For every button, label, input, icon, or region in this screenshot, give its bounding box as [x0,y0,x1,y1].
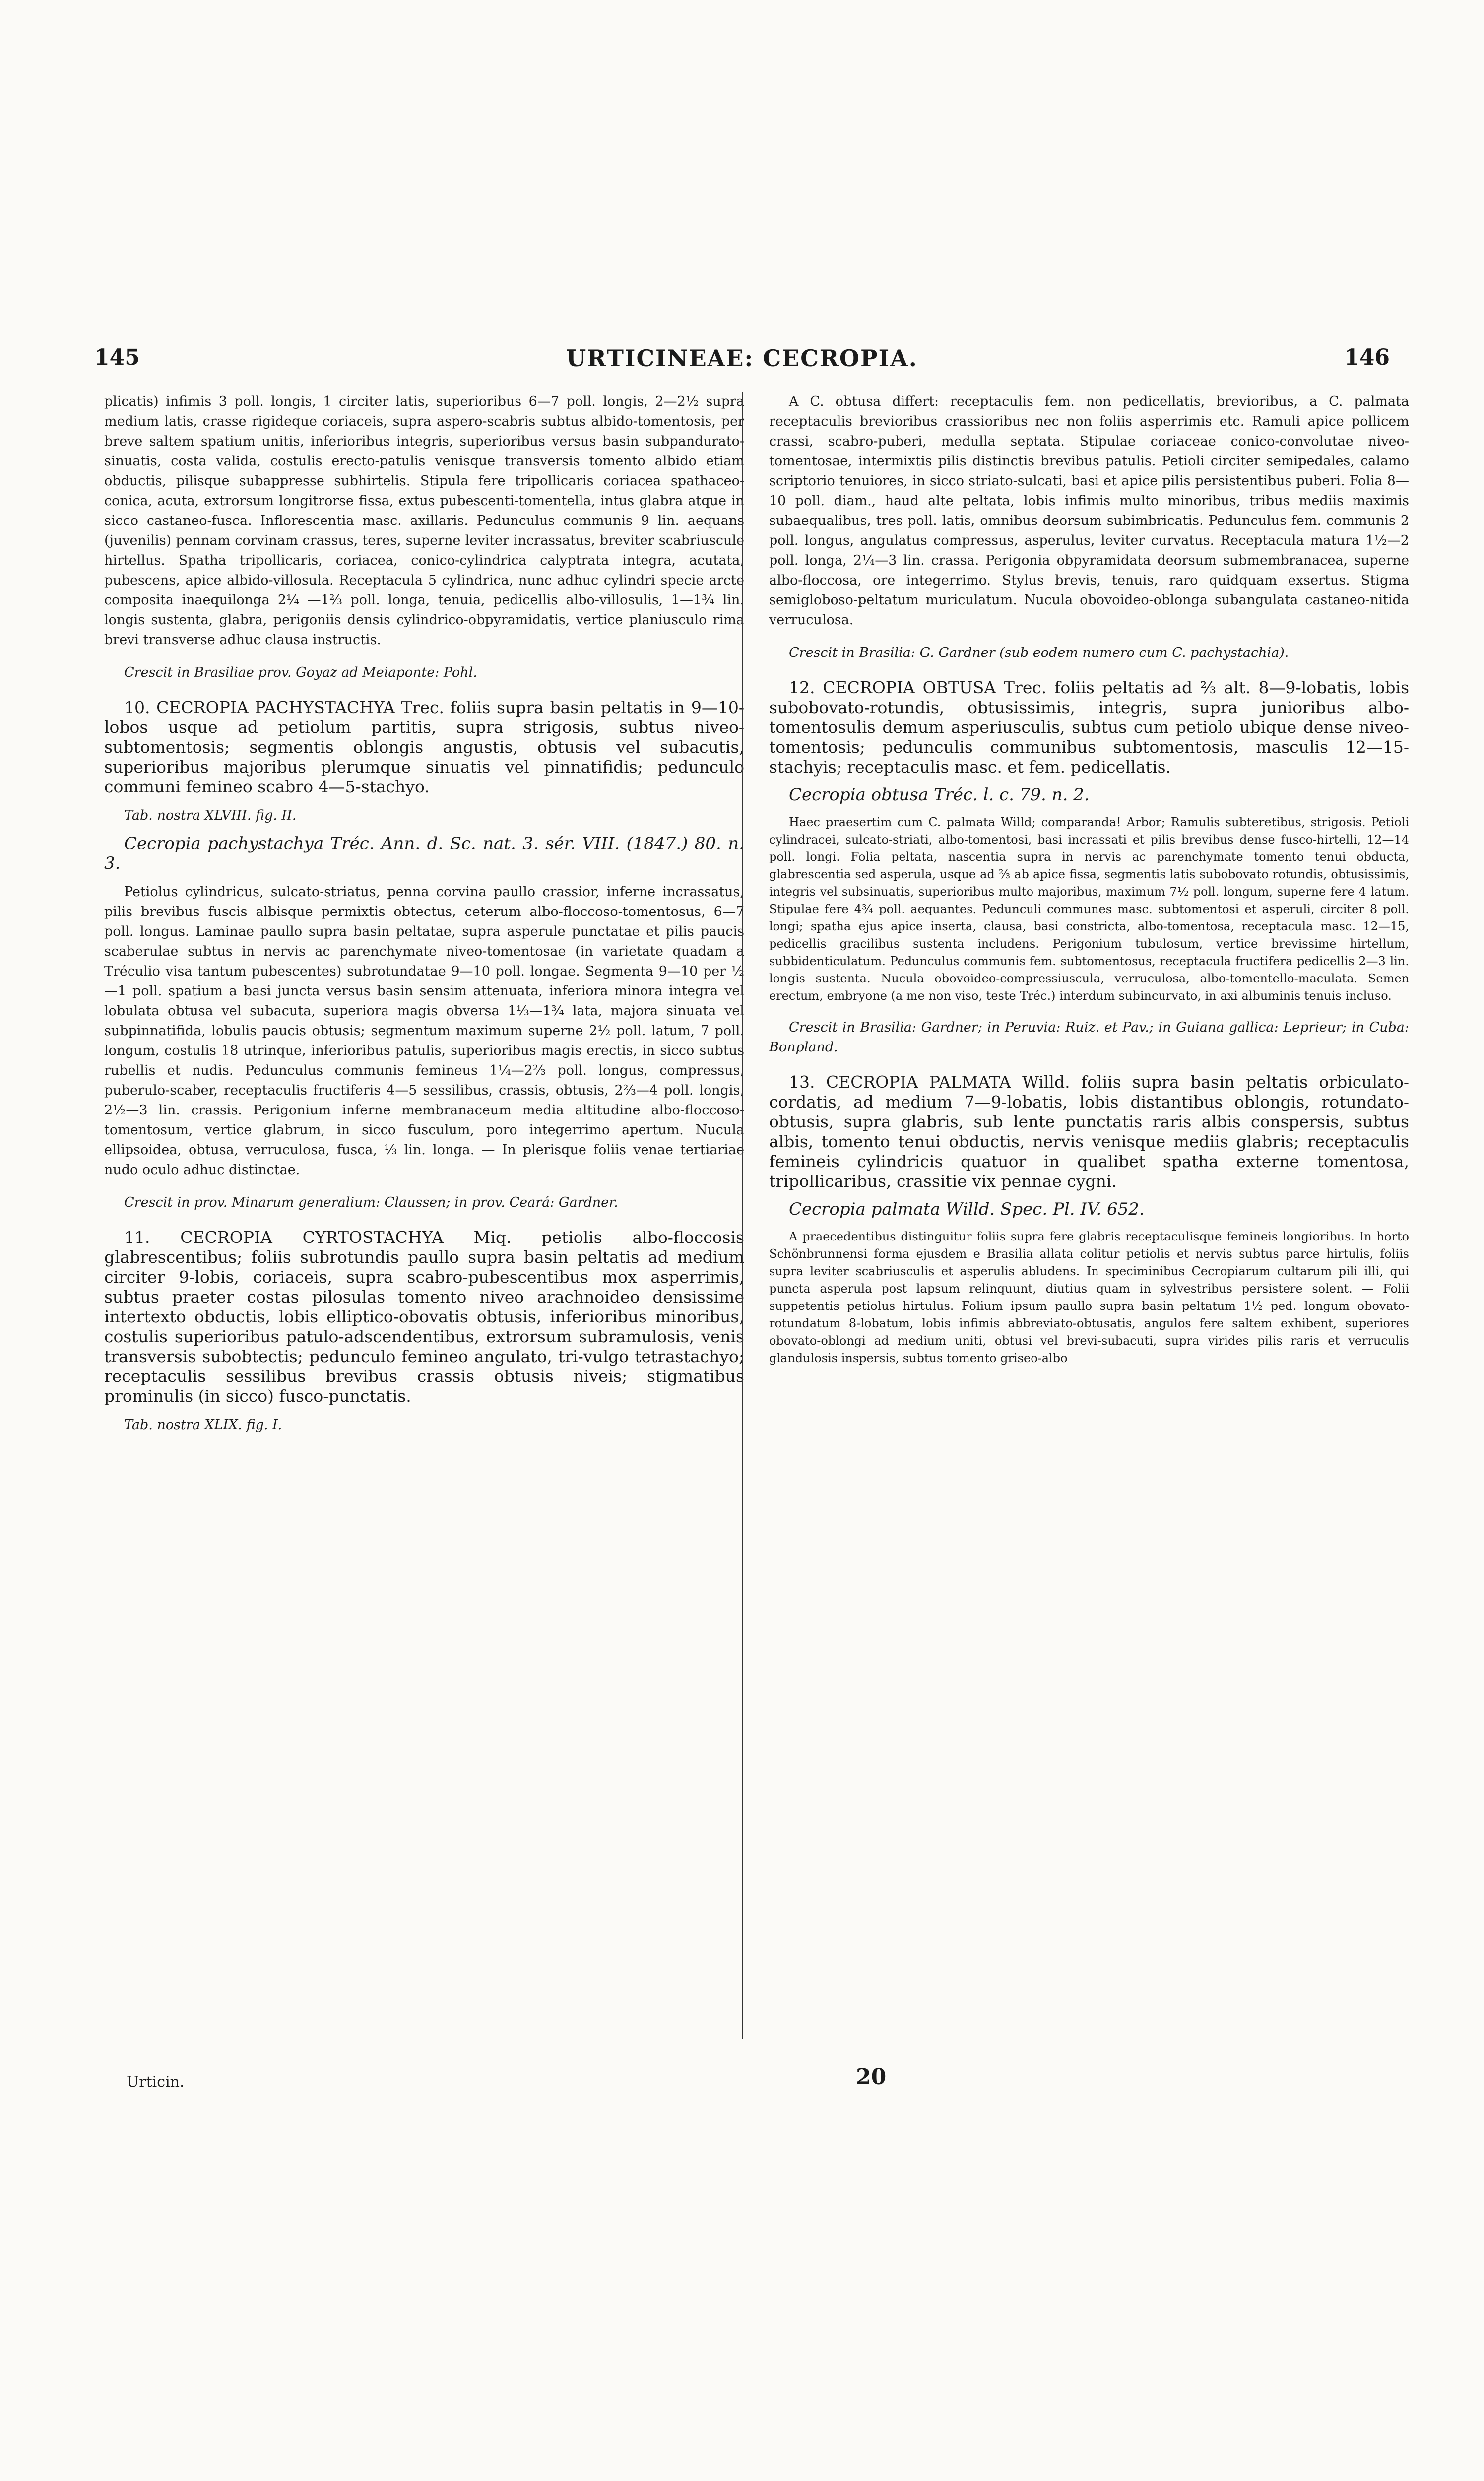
page-number-right: 146 [1344,345,1390,370]
column-divider [742,392,743,2039]
plate-reference: Tab. nostra XLIX. fig. I. [124,1417,282,1433]
synonym: Cecropia obtusa Tréc. l. c. 79. n. 2. [789,785,1090,805]
right-column [769,392,1409,1372]
species-10-description: Petiolus cylindricus, sulcato-striatus, penna corvina paullo crassior, inferne incrassatus, pilis brevibus fuscis albisque permixtis obtectus, ceterum albo-floccoso-tomentosus, 6—7 poll. longus. Laminae paullo supra basin peltatae, supra asperule punctatae et pilis paucis scaberulae subtus in nervis ac parenchymate niveo-tomentosae (in varietate quadam a Tréculio visa tantum pubescentes) subrotundatae 9—10 poll. longae. Segmenta 9—10 per ½—1 poll. spatium a basi juncta versus basin sensim attenuata, inferiora minora integra vel lobulata obtusa vel subacuta, superiora magis obversa 1⅓—1¾ lata, majora sinuata vel subpinnatifida, lobulis paucis obtusis; segmentum maximum superne 2½ poll. latum, 7 poll. longum, costulis 18 utrinque, inferioribus patulis, superioribus magis erectis, in sicco subtus rubellis et nudis. Pedunculus communis femineus 1¼—2⅔ poll. longus, compressus, puberulo-scaber, receptaculis fructiferis 4—5 sessilibus, crassis, obtusis, 2⅔—4 poll. longis, 2½—3 lin. crassis. Perigonium inferne membranaceum media altitudine albo-floccoso-tomentosum, vertice glabrum, in sicco fusculum, poro integerrimo apertum. Nucula ellipsoidea, obtusa, verruculosa, fusca, ⅓ lin. longa. — In plerisque foliis venae tertiariae nudo oculo adhuc distinctae. [104,884,744,1177]
page-header [94,345,1390,381]
locality-note: Crescit in Brasiliae prov. Goyaz ad Meiaponte: Pohl. [124,665,477,680]
species-13-heading: 13. CECROPIA PALMATA Willd. foliis supra basin peltatis orbiculato-cordatis, ad medium 7—9-lobatis, lobis distantibus oblongis, rotundato-obtusis, supra glabris, sub lente punctatis raris albis conspersis, subtus albis, tomento tenui obductis, nervis venisque mediis glabris; receptaculis femineis cylindricis quatuor in qualibet spatha externe tomentosa, tripollicaribus, crassitie vix pennae cygni. [769,1072,1409,1191]
plate-reference: Tab. nostra XLVIII. fig. II. [124,808,297,823]
signature-number: 20 [856,2064,887,2089]
species-10-heading: 10. CECROPIA PACHYSTACHYA Trec. foliis supra basin peltatis in 9—10-lobos usque ad petiolum partitis, supra strigosis, subtus niveo-subtomentosis; segmentis oblongis angustis, obtusis vel subacutis, superioribus majoribus plerumque sinuatis vel pinnatifidis; pedunculo communi femineo scabro 4—5-stachyo. [104,698,744,796]
page-number-left: 145 [94,345,140,370]
locality-note: Crescit in prov. Minarum generalium: Claussen; in prov. Ceará: Gardner. [124,1195,618,1210]
species-12-description: Haec praesertim cum C. palmata Willd; comparanda! Arbor; Ramulis subteretibus, strigosis. Petioli cylindracei, sulcato-striati, albo-tomentosi, basi incrassati et pilis brevibus dense fusco-hirtelli, 12—14 poll. longi. Folia peltata, nascentia supra in nervis ac parenchymate tomento tenui obducta, glabrescentia sed asperula, usque ad ⅔ ab apice fissa, segmentis latis subobovato rotundis, obtusissimis, integris vel subsinuatis, superioribus multo majoribus, maximum 7½ poll. longum, superne fere 4 latum. Stipulae fere 4¾ poll. aequantes. Pedunculi communes masc. subtomentosi et asperuli, circiter 8 poll. longi; spatha ejus apice inserta, clausa, basi constricta, albo-tomentosa, receptacula masc. 12—15, pedicellis gracilibus sustenta includens. Perigonium tubulosum, vertice brevissime hirtellum, subbidenticulatum. Pedunculus communis fem. subtomentosus, receptacula fructifera pedicellis 2—3 lin. longis sustenta. Nucula obovoideo-compressiuscula, verruculosa, albo-tomentello-maculata. Semen erectum, embryone (a me non viso, teste Tréc.) interdum subincurvato, in axi albuminis tenuis incluso. [769,815,1409,1003]
synonym: Cecropia pachystachya Tréc. Ann. d. Sc. nat. 3. sér. VIII. (1847.) 80. n. 3. [104,834,744,873]
species-comparison: A C. obtusa differt: receptaculis fem. non pedicellatis, brevioribus, a C. palmata receptaculis brevioribus crassioribus nec non foliis asperrimis etc. Ramuli apice pollicem crassi, scabro-puberi, medulla septata. Stipulae coriaceae conico-convolutae niveo-tomentosae, intermixtis pilis distinctis brevibus patulis. Petioli circiter semipedales, calamo scriptorio tenuiores, in sicco striato-sulcati, basi et apice pilis persistentibus puberi. Folia 8—10 poll. diam., haud alte peltata, lobis infimis multo minoribus, tribus mediis maximis subaequalibus, tres poll. latis, omnibus deorsum subimbricatis. Pedunculus fem. communis 2 poll. longus, angulatus compressus, asperulus, leviter curvatus. Receptacula matura 1½—2 poll. longa, 2¼—3 lin. crassa. Perigonia obpyramidata deorsum submembranacea, superne albo-floccosa, ore integerrimo. Stylus brevis, tenuis, raro quidquam exsertus. Stigma semigloboso-peltatum muriculatum. Nucula obovoideo-oblonga subangulata castaneo-nitida verruculosa. [769,394,1409,628]
left-column [104,392,744,1440]
species-12-heading: 12. CECROPIA OBTUSA Trec. foliis peltatis ad ⅔ alt. 8—9-lobatis, lobis subobovato-rotundis, obtusissimis, integris, supra junioribus albo-tomentosulis demum asperiusculis, subtus cum petiolo ubique dense niveo-tomentosis; pedunculis communibus subtomentosis, masculis 12—15-stachyis; receptaculis masc. et fem. pedicellatis. [769,678,1409,777]
species-11-heading: 11. CECROPIA CYRTOSTACHYA Miq. petiolis albo-floccosis glabrescentibus; foliis subrotundis paullo supra basin peltatis ad medium circiter 9-lobis, coriaceis, supra scabro-pubescentibus mox asperrimis, subtus praeter costas pilosulas tomento niveo arachnoideo densissime intertexto obductis, lobis elliptico-obovatis obtusis, inferioribus minoribus, costulis superioribus patulo-adscendentibus, extrorsum subramulosis, venis transversis subobtectis; pedunculo femineo angulato, tri-vulgo tetrastachyo; receptaculis sessilibus brevibus crassis obtusis niveis; stigmatibus prominulis (in sicco) fusco-punctatis. [104,1228,744,1406]
paragraph-continued: plicatis) infimis 3 poll. longis, 1 circiter latis, superioribus 6—7 poll. longis, 2—2½ supra medium latis, crasse rigideque coriaceis, supra aspero-scabris subtus albido-tomentosis, per breve saltem spatium unitis, inferioribus integris, superioribus versus basin subpandurato-sinuatis, costa valida, costulis erecto-patulis venisque transversis tomento albido etiam obductis, pilisque subappresse subhirtelis. Stipula fere tripollicaris coriacea spathaceo-conica, acuta, extrorsum longitrorse fissa, extus pubescenti-tomentella, intus glabra atque in sicco castaneo-fusca. Inflorescentia masc. axillaris. Pedunculus communis 9 lin. aequans (juvenilis) pennam corvinam crassus, teres, superne leviter incrassatus, breviter scabriuscule hirtellus. Spatha tripollicaris, coriacea, conico-cylindrica calyptrata integra, acutata, pubescens, apice albido-villosula. Receptacula 5 cylindrica, nunc adhuc cylindri specie arcte composita inaequilonga 2¼ —1⅔ poll. longa, tenuia, pedicellis albo-villosulis, 1—1¾ lin. longis sustenta, glabra, perigoniis densis cylindrico-obpyramidatis, vertice planiusculo rima brevi transverse adhuc clausa instructis. [104,394,744,648]
species-13-description: A praecedentibus distinguitur foliis supra fere glabris receptaculisque femineis longioribus. In horto Schönbrunnensi forma ejusdem e Brasilia allata colitur petiolis et nervis subtus parce hirtulis, foliis supra leviter scabriusculis et asperulis abludens. In speciminibus Cecropiarum cultarum pili illi, qui puncta asperula post lapsum relinquunt, diutius quam in sylvestribus persistere solent. — Folii suppetentis petiolus hirtulus. Folium ipsum paullo supra basin peltatum 1½ ped. longum obovato-rotundatum 8-lobatum, lobis infimis abbreviato-obtusatis, angulos fere saltem exhibent, superiores obovato-oblongi ad medium uniti, obtusi vel brevi-subacuti, supra virides pilis raris et verruculis glandulosis inspersis, subtus tomento griseo-albo [769,1230,1409,1365]
signature-mark: Urticin. [127,2073,185,2090]
running-title: URTICINEAE: CECROPIA. [566,345,918,372]
synonym: Cecropia palmata Willd. Spec. Pl. IV. 652. [789,1199,1145,1219]
locality-note: Crescit in Brasilia: Gardner; in Peruvia: Ruiz. et Pav.; in Guiana gallica: Leprieur; in Cuba: Bonpland. [769,1020,1409,1055]
locality-note: Crescit in Brasilia: G. Gardner (sub eodem numero cum C. pachystachia). [789,645,1289,660]
